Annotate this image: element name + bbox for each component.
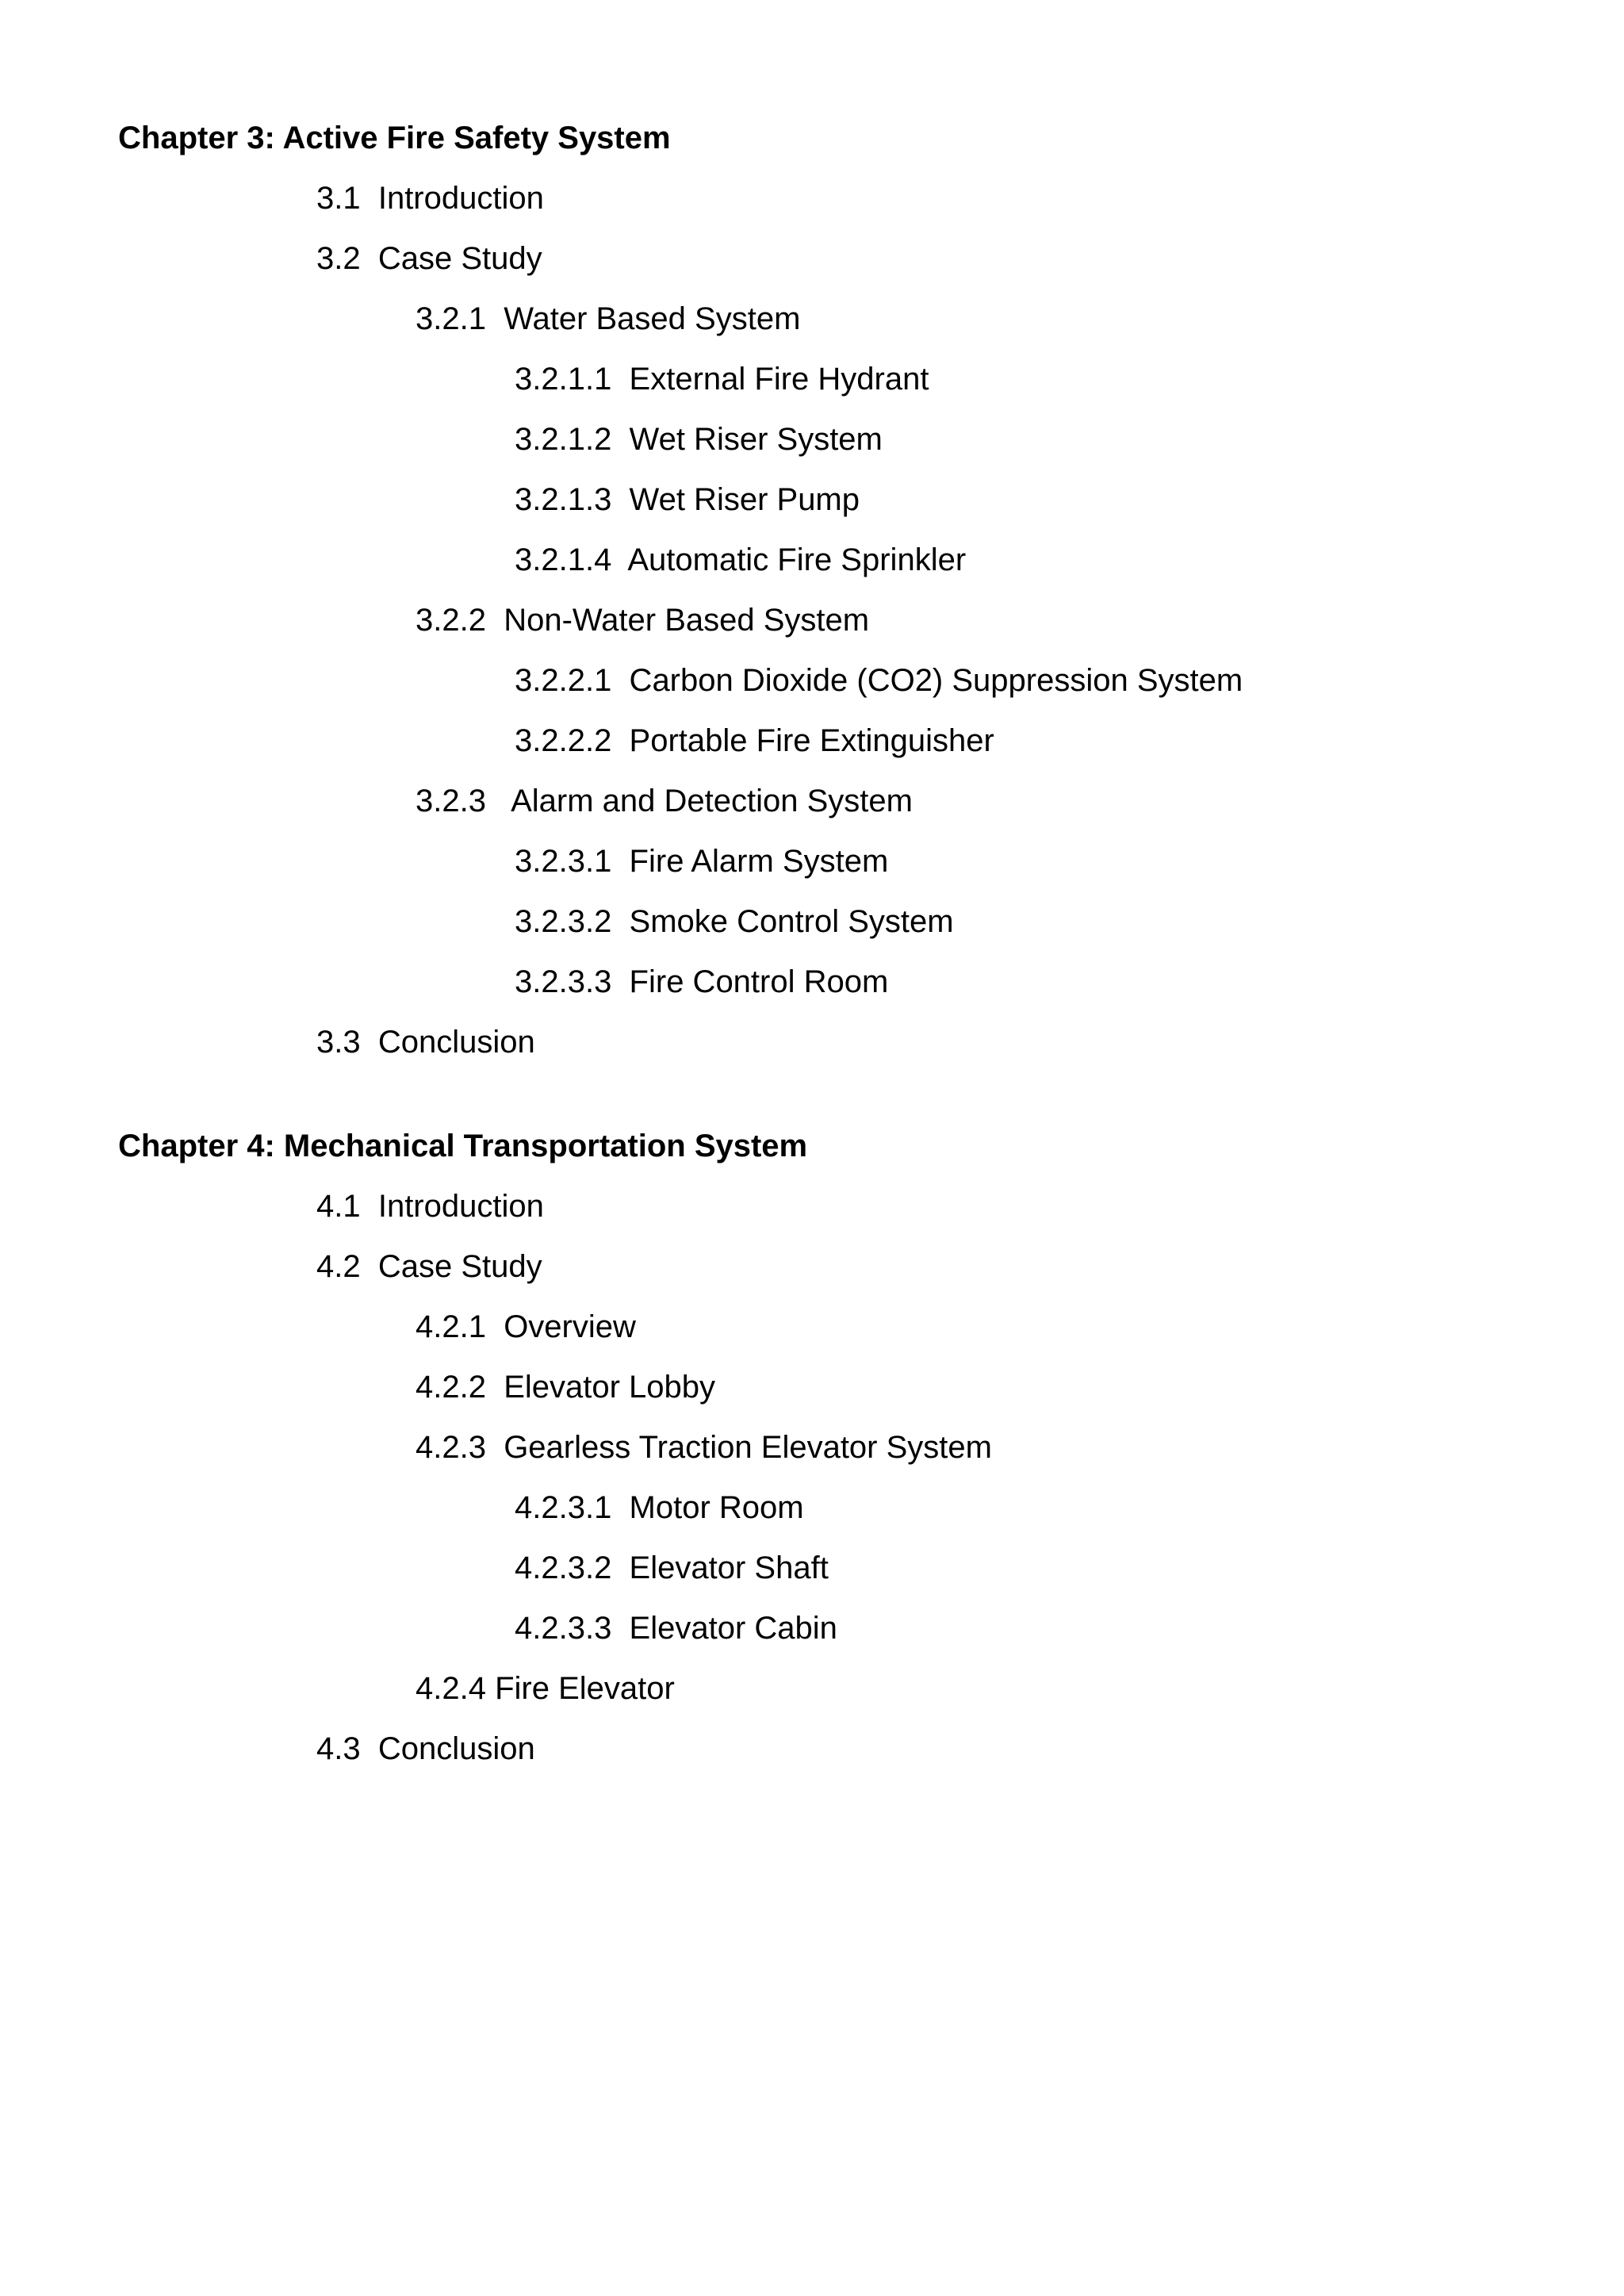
chapter-3-heading: Chapter 3: Active Fire Safety System <box>118 121 671 155</box>
toc-entry-3-2-1-2: 3.2.1.2 Wet Riser System <box>515 422 883 457</box>
toc-entry-4-2-1: 4.2.1 Overview <box>416 1309 636 1344</box>
toc-entry-3-2-3: 3.2.3 Alarm and Detection System <box>416 784 913 818</box>
toc-entry-4-2-3-1: 4.2.3.1 Motor Room <box>515 1490 804 1525</box>
chapter-4-heading: Chapter 4: Mechanical Transportation System <box>118 1129 808 1163</box>
toc-entry-3-2-1-4: 3.2.1.4 Automatic Fire Sprinkler <box>515 542 967 577</box>
toc-entry-3-2-1-3: 3.2.1.3 Wet Riser Pump <box>515 482 860 517</box>
toc-entry-3-2-1-1: 3.2.1.1 External Fire Hydrant <box>515 362 929 397</box>
toc-entry-3-2-1: 3.2.1 Water Based System <box>416 301 801 336</box>
toc-entry-3-2-3-3: 3.2.3.3 Fire Control Room <box>515 964 889 999</box>
toc-entry-3-2: 3.2 Case Study <box>316 241 542 276</box>
toc-entry-4-2-3-2: 4.2.3.2 Elevator Shaft <box>515 1550 829 1585</box>
toc-entry-3-2-2-1: 3.2.2.1 Carbon Dioxide (CO2) Suppression System <box>515 663 1243 698</box>
toc-entry-4-2-3: 4.2.3 Gearless Traction Elevator System <box>416 1430 992 1465</box>
toc-entry-3-1: 3.1 Introduction <box>316 181 544 216</box>
toc-entry-3-2-3-2: 3.2.3.2 Smoke Control System <box>515 904 954 939</box>
toc-entry-4-2-4: 4.2.4 Fire Elevator <box>416 1671 675 1706</box>
toc-entry-4-2-3-3: 4.2.3.3 Elevator Cabin <box>515 1611 837 1646</box>
toc-entry-4-3: 4.3 Conclusion <box>316 1731 535 1766</box>
toc-entry-4-2: 4.2 Case Study <box>316 1249 542 1284</box>
toc-entry-4-2-2: 4.2.2 Elevator Lobby <box>416 1370 716 1405</box>
toc-entry-3-2-2: 3.2.2 Non-Water Based System <box>416 603 870 638</box>
toc-entry-3-3: 3.3 Conclusion <box>316 1025 535 1060</box>
toc-entry-3-2-2-2: 3.2.2.2 Portable Fire Extinguisher <box>515 723 994 758</box>
toc-entry-3-2-3-1: 3.2.3.1 Fire Alarm System <box>515 844 889 879</box>
toc-entry-4-1: 4.1 Introduction <box>316 1189 544 1224</box>
